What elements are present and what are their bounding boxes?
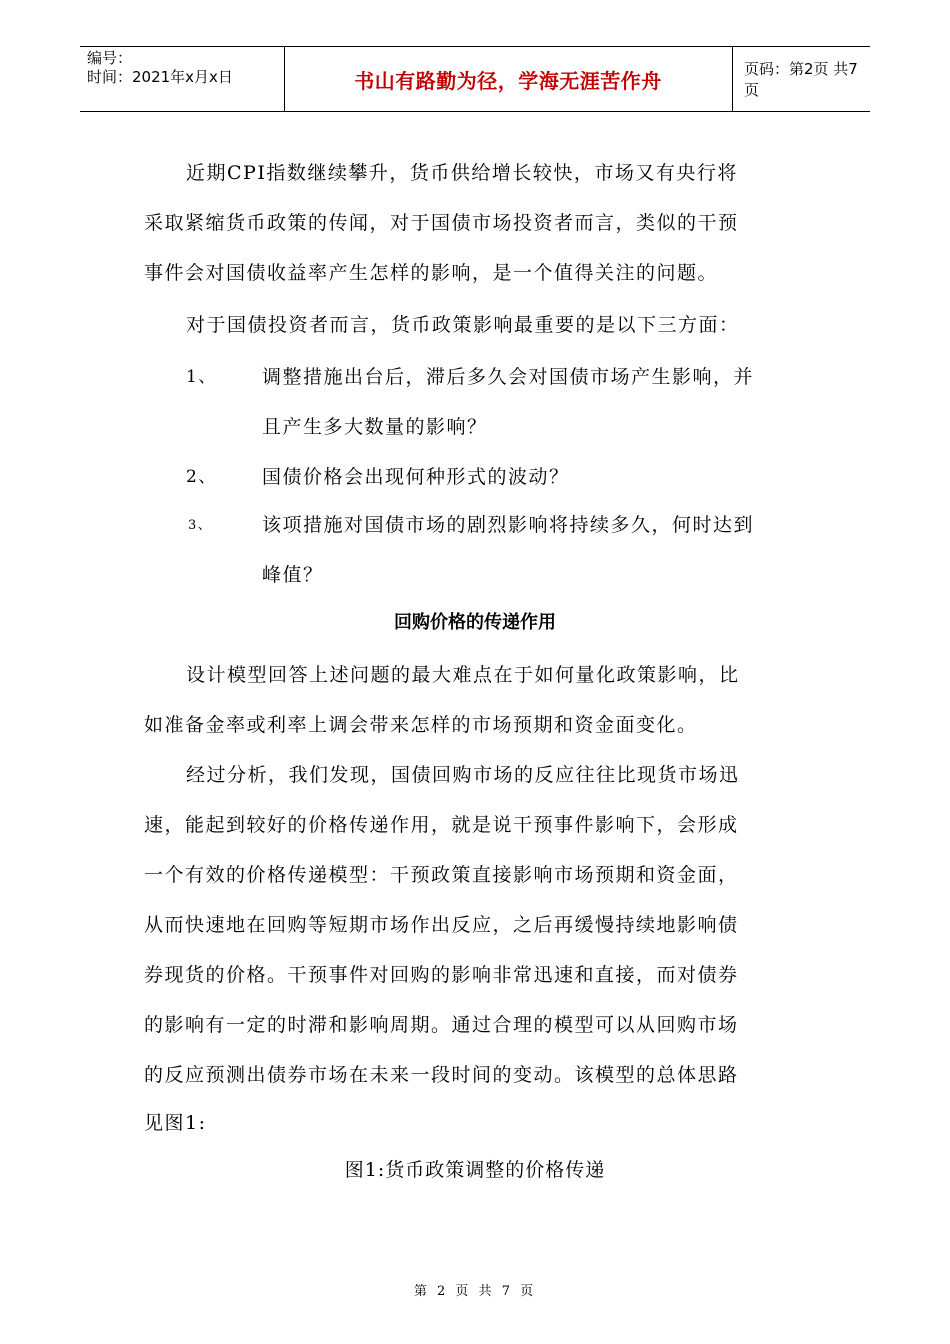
section-heading: 回购价格的传递作用 [394,612,556,633]
page-footer: 第 2 页 共 7 页 [413,1284,537,1299]
paragraph-line: 设计模型回答上述问题的最大难点在于如何量化政策影响，比 [186,664,740,686]
list-number: 1、 [186,367,217,387]
header-page-label: 页码：第2页 共7页 [744,60,858,99]
paragraph-line: 的影响有一定的时滞和影响周期。通过合理的模型可以从回购市场 [144,1014,739,1036]
header-motto: 书山有路勤为径，学海无涯苦作舟 [354,68,662,93]
time-label: 时间：2021年x月x日 [87,68,233,86]
list-item-line: 调整措施出台后，滞后多久会对国债市场产生影响，并 [262,366,755,388]
paragraph-line: 见图1: [144,1112,207,1134]
figure-caption: 图1:货币政策调整的价格传递 [344,1159,606,1181]
list-item-line: 该项措施对国债市场的剧烈影响将持续多久，何时达到 [262,514,755,536]
number-label: 编号： [87,49,133,67]
header-info-cell [80,46,284,112]
list-item-line: 国债价格会出现何种形式的波动？ [262,466,570,488]
list-item-line: 且产生多大数量的影响？ [262,416,488,438]
list-item-line: 峰值？ [262,564,324,586]
paragraph-line: 券现货的价格。干预事件对回购的影响非常迅速和直接，而对债券 [144,964,739,986]
paragraph-line: 一个有效的价格传递模型：干预政策直接影响市场预期和资金面， [144,864,739,886]
paragraph-line: 经过分析，我们发现，国债回购市场的反应往往比现货市场迅 [186,764,740,786]
paragraph-line: 速，能起到较好的价格传递作用，就是说干预事件影响下，会形成 [144,814,739,836]
paragraph-line: 采取紧缩货币政策的传闻，对于国债市场投资者而言，类似的干预 [144,212,739,234]
paragraph-line: 对于国债投资者而言，货币政策影响最重要的是以下三方面： [186,314,740,336]
paragraph-line: 近期CPI指数继续攀升，货币供给增长较快，市场又有央行将 [186,162,738,184]
list-number: 3、 [188,518,213,533]
paragraph-line: 事件会对国债收益率产生怎样的影响，是一个值得关注的问题。 [144,262,719,284]
page-header [80,46,870,112]
list-number: 2、 [186,467,217,487]
paragraph-line: 的反应预测出债券市场在未来一段时间的变动。该模型的总体思路 [144,1064,739,1086]
paragraph-line: 如准备金率或利率上调会带来怎样的市场预期和资金面变化。 [144,714,698,736]
paragraph-line: 从而快速地在回购等短期市场作出反应，之后再缓慢持续地影响债 [144,914,739,936]
